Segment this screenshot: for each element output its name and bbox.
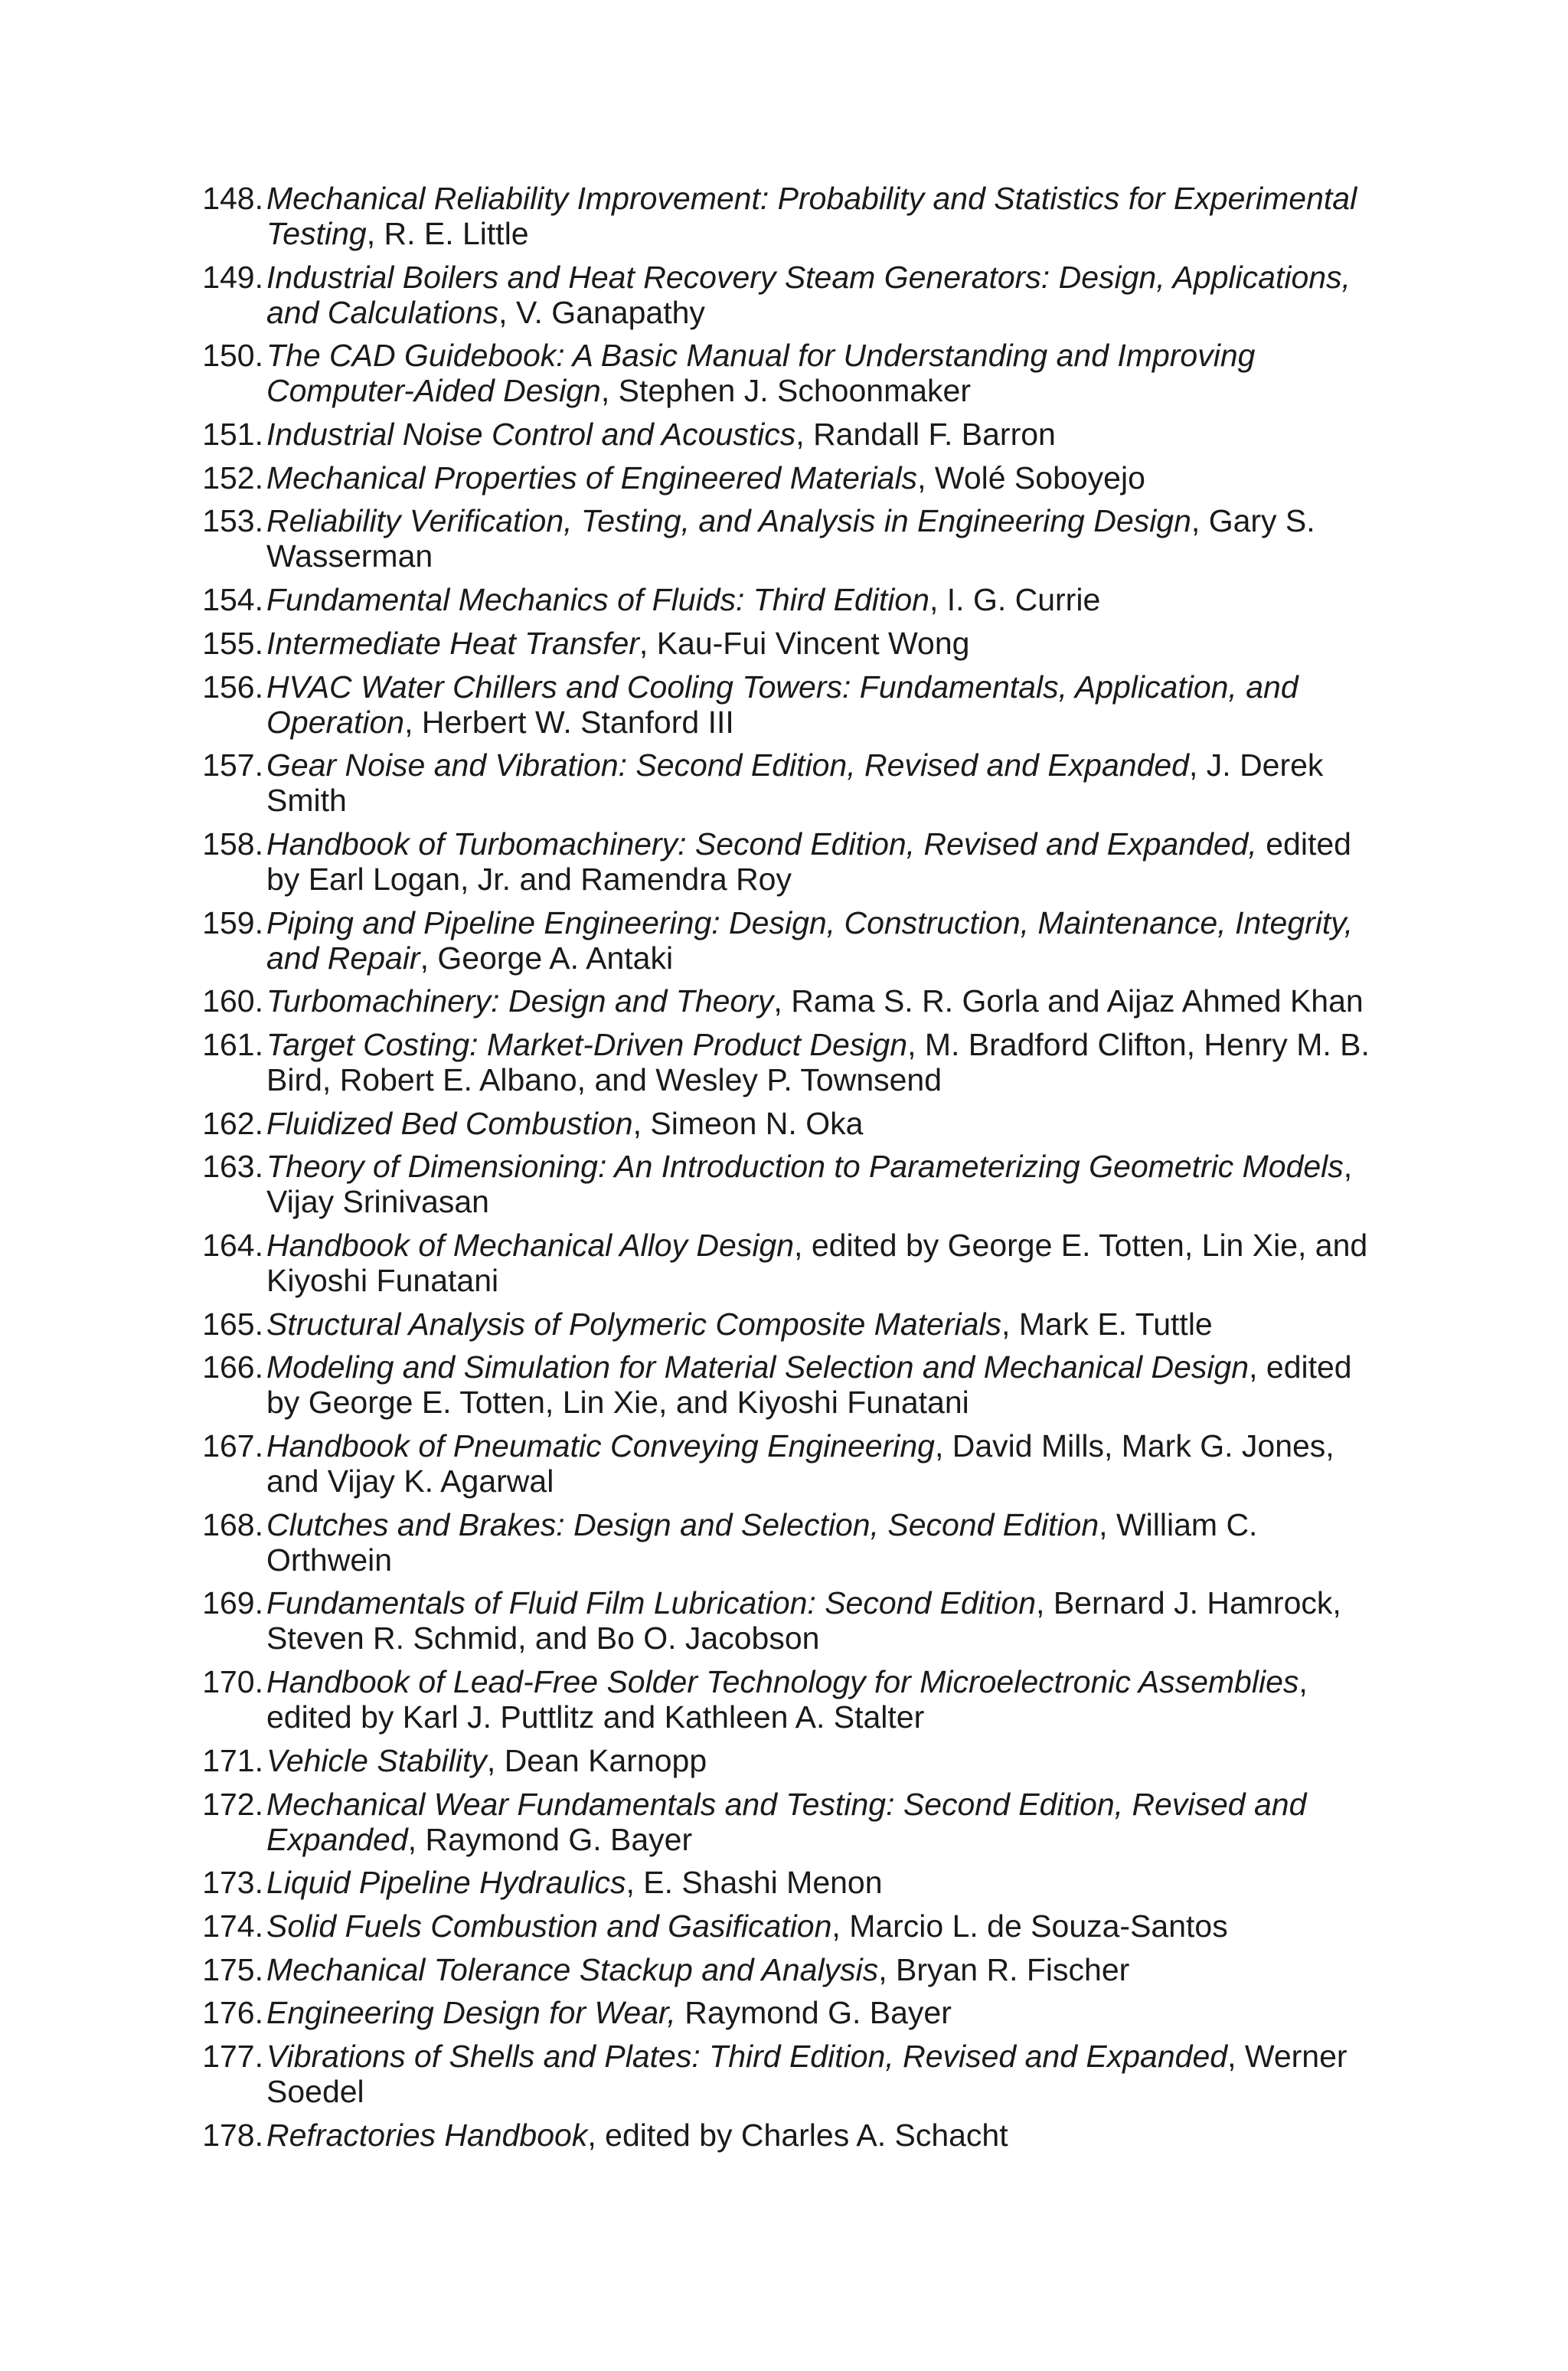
entry-separator: , [917, 459, 935, 495]
entry-separator: , [600, 373, 619, 409]
entry-author: George A. Antaki [437, 940, 674, 976]
entry-title: Fundamental Mechanics of Fluids: Third Edition [266, 582, 929, 618]
entry-title: Handbook of Pneumatic Conveying Engineering [266, 1428, 935, 1464]
list-item [188, 1664, 1383, 1735]
entry-separator: , [878, 1951, 896, 1987]
entry-separator: , [1188, 747, 1207, 783]
list-item [188, 1349, 1383, 1420]
list-item [188, 1995, 1383, 2030]
entry-separator: , [773, 983, 792, 1019]
entry-separator: , [404, 704, 422, 740]
entry-title: Modeling and Simulation for Material Selection and Mechanical Design [266, 1349, 1250, 1385]
list-item [188, 669, 1383, 740]
entry-author: William C. Orthwein [266, 1506, 1258, 1578]
entry-title: Mechanical Properties of Engineered Materials [266, 459, 918, 495]
entry-number: 162. [202, 1105, 263, 1141]
entry-number: 154. [202, 582, 263, 618]
list-item [188, 417, 1383, 452]
entry-number: 157. [202, 747, 263, 783]
series-list [188, 181, 1383, 2160]
entry-author: Werner Soedel [266, 2038, 1348, 2109]
entry-separator: , [632, 1105, 651, 1141]
list-item [188, 1149, 1383, 1219]
entry-title: Turbomachinery: Design and Theory [266, 983, 774, 1019]
entry-number: 171. [202, 1742, 263, 1778]
list-item [188, 1307, 1383, 1342]
entry-number: 153. [202, 503, 263, 539]
list-item [188, 1228, 1383, 1298]
list-item [188, 983, 1383, 1019]
entry-separator: , [626, 1865, 644, 1901]
entry-author: Simeon N. Oka [650, 1105, 864, 1141]
entry-number: 170. [202, 1664, 263, 1700]
list-item [188, 1787, 1383, 1857]
entry-title: Clutches and Brakes: Design and Selection, Second Edition [266, 1506, 1099, 1542]
entry-author: J. Derek Smith [266, 747, 1324, 819]
entry-title: Industrial Boilers and Heat Recovery Steam Generators: Design, Applications, and Calculations [266, 259, 1351, 330]
entry-number: 164. [202, 1228, 263, 1263]
entry-number: 158. [202, 826, 263, 862]
list-item [188, 747, 1383, 818]
entry-separator: , [1298, 1664, 1308, 1700]
entry-author: Raymond G. Bayer [684, 1995, 952, 2031]
list-item [188, 503, 1383, 574]
entry-author: Marcio L. de Souza-Santos [849, 1908, 1228, 1944]
list-item [188, 1743, 1383, 1778]
entry-separator [676, 1995, 684, 2030]
entry-author: Bernard J. Hamrock, Steven R. Schmid, and Bo O. Jacobson [266, 1585, 1341, 1656]
entry-separator: , [795, 417, 814, 453]
entry-title: Piping and Pipeline Engineering: Design, Construction, Maintenance, Integrity, and Repair [266, 904, 1354, 976]
entry-author: Wolé Soboyejo [934, 459, 1145, 495]
entry-title: Intermediate Heat Transfer [266, 625, 639, 661]
entry-title: Liquid Pipeline Hydraulics [266, 1865, 626, 1901]
entry-separator: , [587, 2117, 606, 2153]
list-item [188, 1908, 1383, 1944]
list-item [188, 1585, 1383, 1656]
entry-number: 177. [202, 2038, 263, 2074]
entry-number: 151. [202, 417, 263, 453]
entry-separator: , [486, 1742, 505, 1778]
entry-author: edited by Charles A. Schacht [605, 2117, 1008, 2153]
entry-title: Mechanical Tolerance Stackup and Analysis [266, 1951, 879, 1987]
entry-separator: , [1343, 1149, 1353, 1185]
entry-title: Handbook of Lead-Free Solder Technology for Microelectronic Assemblies [266, 1664, 1299, 1700]
entry-number: 173. [202, 1865, 263, 1901]
entry-author: David Mills, Mark G. Jones, and Vijay K. Agarwal [266, 1428, 1334, 1499]
list-item [188, 582, 1383, 617]
entry-separator: , [366, 216, 384, 251]
entry-title: Structural Analysis of Polymeric Composite Materials [266, 1306, 1002, 1342]
entry-separator: , [407, 1821, 426, 1857]
entry-author: Bryan R. Fischer [896, 1951, 1130, 1987]
entry-author: edited by George E. Totten, Lin Xie, and Kiyoshi Funatani [266, 1228, 1368, 1298]
entry-author: E. Shashi Menon [643, 1865, 883, 1901]
entry-author: R. E. Little [384, 216, 529, 251]
entry-separator [1257, 826, 1266, 862]
entry-number: 149. [202, 259, 263, 295]
entry-title: Vehicle Stability [266, 1742, 487, 1778]
entry-author: Raymond G. Bayer [425, 1821, 693, 1857]
entry-title: Handbook of Turbomachinery: Second Edition, Revised and Expanded, [266, 826, 1257, 862]
list-item [188, 2118, 1383, 2153]
entry-number: 176. [202, 1995, 263, 2031]
list-item [188, 1865, 1383, 1900]
entry-author: Randall F. Barron [813, 417, 1056, 453]
entry-number: 163. [202, 1149, 263, 1185]
entry-title: Theory of Dimensioning: An Introduction to Parameterizing Geometric Models [266, 1149, 1344, 1185]
entry-separator: , [929, 582, 947, 618]
entry-title: Vibrations of Shells and Plates: Third Edition, Revised and Expanded [266, 2038, 1228, 2074]
list-item [188, 1106, 1383, 1141]
entry-title: Gear Noise and Vibration: Second Edition, Revised and Expanded [266, 747, 1189, 783]
entry-number: 172. [202, 1786, 263, 1822]
entry-author: Herbert W. Stanford III [421, 704, 734, 740]
entry-separator: , [639, 625, 657, 661]
entry-number: 165. [202, 1306, 263, 1342]
entry-number: 152. [202, 459, 263, 495]
entry-author: edited by Earl Logan, Jr. and Ramendra Roy [266, 826, 1351, 897]
entry-separator: , [1001, 1306, 1019, 1342]
entry-title: Mechanical Wear Fundamentals and Testing: Second Edition, Revised and Expanded [266, 1786, 1307, 1857]
entry-title: Reliability Verification, Testing, and Analysis in Engineering Design [266, 503, 1191, 539]
list-item [188, 1428, 1383, 1499]
entry-number: 156. [202, 669, 263, 705]
entry-author: Gary S. Wasserman [266, 503, 1315, 574]
list-item [188, 626, 1383, 661]
entry-number: 175. [202, 1951, 263, 1987]
entry-title: The CAD Guidebook: A Basic Manual for Understanding and Improving Computer-Aided Design [266, 338, 1256, 409]
entry-separator: , [498, 294, 516, 330]
entry-author: V. Ganapathy [515, 294, 705, 330]
entry-number: 174. [202, 1908, 263, 1944]
list-item [188, 2039, 1383, 2109]
list-item [188, 1507, 1383, 1578]
entry-author: Rama S. R. Gorla and Aijaz Ahmed Khan [791, 983, 1364, 1019]
entry-separator: , [831, 1908, 850, 1944]
entry-number: 166. [202, 1349, 263, 1385]
entry-separator: , [907, 1026, 925, 1062]
entry-number: 159. [202, 904, 263, 940]
entry-author: edited by George E. Totten, Lin Xie, and Kiyoshi Funatani [266, 1349, 1352, 1421]
entry-author: M. Bradford Clifton, Henry M. B. Bird, Robert E. Albano, and Wesley P. Townsend [266, 1026, 1370, 1097]
entry-number: 169. [202, 1585, 263, 1621]
entry-author: Kau-Fui Vincent Wong [656, 625, 970, 661]
entry-title: Mechanical Reliability Improvement: Probability and Statistics for Experimental Testing [266, 181, 1357, 251]
entry-separator: , [1191, 503, 1209, 539]
entry-author: Stephen J. Schoonmaker [618, 373, 971, 409]
entry-separator: , [1249, 1349, 1266, 1385]
entry-number: 148. [202, 181, 263, 216]
entry-separator: , [1227, 2038, 1245, 2074]
list-item [188, 1952, 1383, 1987]
entry-separator: , [1099, 1506, 1116, 1542]
list-item [188, 181, 1383, 251]
entry-author: Dean Karnopp [504, 1742, 707, 1778]
list-item [188, 260, 1383, 330]
entry-title: Industrial Noise Control and Acoustics [266, 417, 796, 453]
entry-title: Fluidized Bed Combustion [266, 1105, 633, 1141]
entry-number: 168. [202, 1506, 263, 1542]
list-item [188, 826, 1383, 897]
entry-title: Fundamentals of Fluid Film Lubrication: Second Edition [266, 1585, 1037, 1621]
list-item [188, 338, 1383, 408]
entry-author: edited by Karl J. Puttlitz and Kathleen A. Stalter [266, 1699, 925, 1735]
list-item [188, 905, 1383, 976]
entry-author: Vijay Srinivasan [266, 1184, 489, 1220]
entry-number: 160. [202, 983, 263, 1019]
entry-title: Engineering Design for Wear, [266, 1995, 676, 2031]
entry-number: 155. [202, 625, 263, 661]
entry-separator: , [794, 1228, 812, 1263]
list-item [188, 460, 1383, 495]
entry-number: 161. [202, 1026, 263, 1062]
entry-title: Refractories Handbook [266, 2117, 588, 2153]
entry-number: 178. [202, 2117, 263, 2153]
entry-separator: , [934, 1428, 952, 1464]
entry-author: I. G. Currie [946, 582, 1101, 618]
entry-title: Target Costing: Market-Driven Product Design [266, 1026, 908, 1062]
entry-separator: , [1036, 1585, 1054, 1621]
entry-number: 150. [202, 338, 263, 374]
entry-separator: , [420, 940, 438, 976]
entry-title: Solid Fuels Combustion and Gasification [266, 1908, 832, 1944]
entry-author: Mark E. Tuttle [1018, 1306, 1213, 1342]
list-item [188, 1027, 1383, 1097]
entry-title: Handbook of Mechanical Alloy Design [266, 1228, 795, 1263]
entry-number: 167. [202, 1428, 263, 1464]
entry-title: HVAC Water Chillers and Cooling Towers: Fundamentals, Application, and Operation [266, 669, 1298, 740]
